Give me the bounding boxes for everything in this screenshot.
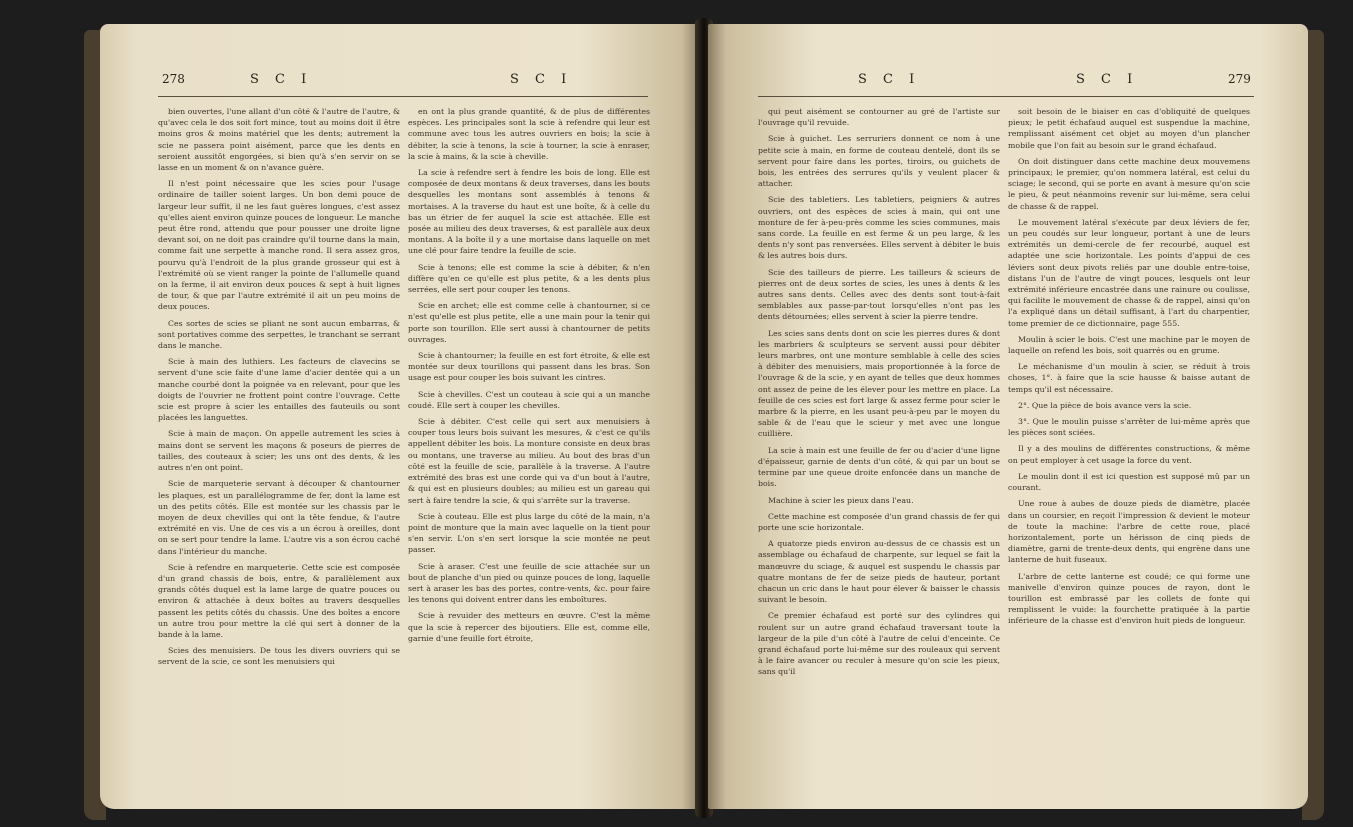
paragraph: 2°. Que la pièce de bois avance vers la scie. — [1018, 400, 1192, 410]
header-rule-left — [158, 96, 648, 97]
paragraph: Scie à guichet. Les serruriers donnent ce nom à une petite scie à main, en forme de couteau dentelé, dont ils se servent pour faire dans les portes, tiroirs, ou guichets de bois, les entrées des serrures qu'ils y veulent placer & attacher. — [758, 134, 1000, 189]
paragraph: Scie des tailleurs de pierre. Les tailleurs & scieurs de pierres ont de deux sortes de scies, les unes à dents & les autres sans dents. Celles avec des dents sont tout-à-fait semblables aux passe-par-tout lorsqu'elles n'ont pas les dents détournées; elles servent à scier la pierre tendre. — [758, 267, 1000, 322]
header-rule-right — [758, 96, 1254, 97]
paragraph: Le mouvement latéral s'exécute par deux léviers de fer, un peu coudés sur leur longueur, portant à une de leurs extrémités un demi-cercle de fer recourbé, auquel est adaptée une scie horizontale. Les points d'appui de ces léviers sont deux pivots reliés par une double entre-toise, distans l'un de l'autre de vingt pouces, lesquels ont leur extrémité inférieure encastrée dans une rainure ou coulisse, qui facilite le mouvement de chasse & de rappel, ainsi qu'on l'a expliqué dans un détail suffisant, à l'art du charpentier, tome premier de ce dictionnaire, page 555. — [1008, 217, 1250, 328]
page-number-left: 278 — [162, 72, 185, 86]
paragraph: Scie à revuider des metteurs en œuvre. C'est la même que la scie à repercer des bijoutiers. Elle est, comme elle, garnie d'une feuille fort étroite, — [408, 611, 650, 643]
left-column-2 — [408, 106, 650, 649]
paragraph: soit besoin de le biaiser en cas d'obliquité de quelques pieux; le petit échafaud auquel est suspendue la machine, remplissant aisément cet objet au moyen d'un plancher mobile que l'on fait au besoin sur le grand échafaud. — [1008, 107, 1250, 150]
paragraph: Il y a des moulins de différentes constructions, & même on peut employer à cet usage la force du vent. — [1008, 444, 1250, 465]
paragraph: Scie à refendre en marqueterie. Cette scie est composée d'un grand chassis de bois, entre, & parallèlement aux grands côtés duquel est la lame large de quatre pouces ou environ & attachée à deux boîtes au travers desquelles passent les petits côtés du chassis. Une des boîtes a encore un autre trou pour mettre la clé qui sert à donner de la bande à la lame. — [158, 562, 400, 639]
paragraph: La scie à refendre sert à fendre les bois de long. Elle est composée de deux montans & deux traverses, dans les bouts desquelles les montans sont assemblés à tenons & mortaises. A la traverse du haut est une boîte, & à celle du bas un étrier de fer auquel la scie est attachée. Elle est posée au milieu des deux traverses, & est parallèle aux deux montans. A la boîte il y a une mortaise dans laquelle on met une clé pour faire tendre la feuille de scie. — [408, 168, 650, 256]
paragraph: Le méchanisme d'un moulin à scier, se réduit à trois choses, 1°. à faire que la scie hausse & baisse autant de temps qu'il est nécessaire. — [1008, 362, 1250, 394]
paragraph: en ont la plus grande quantité, & de plus de différentes espèces. Les principales sont la scie à refendre qui leur est commune avec tous les autres ouvriers en bois; la scie à débiter, la scie à tenons, la scie à tourner, la scie à enraser, la scie à mains, & la scie à cheville. — [408, 107, 650, 161]
right-page — [708, 24, 1308, 809]
paragraph: L'arbre de cette lanterne est coudé; ce qui forme une manivelle d'environ quinze pouces de rayon, dont le tourillon est embrassé par les collets de fonte qui remplissent le vuide: la fourchette pratiquée à la partie inférieure de la chasse est d'environ huit pieds de longueur. — [1008, 571, 1250, 626]
page-number-right: 279 — [1228, 72, 1251, 86]
paragraph: qui peut aisément se contourner au gré de l'artiste sur l'ouvrage qu'il revuide. — [758, 107, 1000, 128]
running-head-left-col2: S C I — [510, 72, 573, 87]
paragraph: Ces sortes de scies se pliant ne sont aucun embarras, & sont portatives comme des serpettes, le tranchant se serrant dans le manche. — [158, 318, 400, 351]
paragraph: Scie de marqueterie servant à découper & chantourner les plaques, est un parallélogramme de fer, dont la lame est un des petits côtés. Elle est montée sur les chassis par le moyen de deux chevilles qui ont la tête fendue, & l'autre extrémité en vis. Une de ces vis a un écrou à oreilles, dont on se sert pour tendre la lame. L'autre vis a son écrou caché dans l'intérieur du manche. — [158, 479, 400, 556]
paragraph: Une roue à aubes de douze pieds de diamètre, placée dans un coursier, en reçoit l'impression & devient le moteur de toute la machine: l'arbre de cette roue, placé horizontalement, porte un hérisson de cinq pieds de diamètre, garni de trente-deux dents, qui engrène dans une lanterne de huit fuseaux. — [1008, 499, 1250, 565]
paragraph: Scie à tenons; elle est comme la scie à débiter, & n'en diffère qu'en ce qu'elle est plus petite, & a les dents plus serrées, elle sert pour couper les tenons. — [408, 262, 650, 295]
left-page — [100, 24, 700, 809]
paragraph: La scie à main est une feuille de fer ou d'acier d'une ligne d'épaisseur, garnie de dents d'un côté, & qui par un bout se termine par une queue droite enfoncée dans un manche de bois. — [758, 445, 1000, 489]
open-book — [40, 4, 1325, 824]
paragraph: Ce premier échafaud est porté sur des cylindres qui roulent sur un autre grand échafaud traversant toute la largeur de la pile d'un côté à l'autre de celui d'enceinte. Ce grand échafaud porte lui-même sur des rouleaux qui servent à le faire avancer ou reculer à mesure qu'on scie les pieux, sans qu'il — [758, 611, 1000, 677]
paragraph: Scie à main de maçon. On appelle autrement les scies à mains dont se servent les maçons & poseurs de pierres de tailles, des couteaux à scier; les uns ont des dents, & les autres n'en ont point. — [158, 429, 400, 473]
left-column-1 — [158, 106, 400, 673]
paragraph: On doit distinguer dans cette machine deux mouvemens principaux; le premier, qu'on nommera latéral, est celui du sciage; le second, qui se porte en avant à mesure qu'on scie le pieu, & peut néanmoins revenir sur lui-même, sera celui de chasse & de rappel. — [1008, 156, 1250, 211]
right-column-1 — [758, 106, 1000, 683]
right-column-2 — [1008, 106, 1250, 632]
paragraph: Scies des menuisiers. De tous les divers ouvriers qui se servent de la scie, ce sont les menuisiers qui — [158, 646, 400, 667]
right-page-header — [708, 72, 1308, 98]
paragraph: Scie à chantourner; la feuille en est fort étroite, & elle est montée sur deux tourillons qui passent dans les bras. Son usage est pour couper les bois suivant les cintres. — [408, 351, 650, 383]
paragraph: Scie des tabletiers. Les tabletiers, peigniers & autres ouvriers, ont des espèces de scies à main, qui ont une monture de fer à-peu-près comme les scies communes, mais sans corde. La feuille en est ferme & un peu large, & les dents n'y sont pas renversées. Elles servent à débiter le buis & les autres bois durs. — [758, 195, 1000, 261]
paragraph: Le moulin dont il est ici question est supposé mû par un courant. — [1008, 471, 1250, 493]
paragraph: Moulin à scier le bois. C'est une machine par le moyen de laquelle on refend les bois, soit quarrés ou en grume. — [1008, 334, 1250, 356]
paragraph: bien ouvertes, l'une allant d'un côté & l'autre de l'autre, & qu'avec cela le dos soit fort mince, tout au moins doit il être moins gros & moins matériel que les dents; autrement la scie ne passera point aisément, parce que les dents en seroient aussitôt engorgées, si bien qu'à s'en servir on se lasse en un moment & on n'avance guère. — [158, 107, 400, 173]
paragraph: 3°. Que le moulin puisse s'arrêter de lui-même après que les pièces sont sciées. — [1008, 417, 1250, 438]
running-head-right-col1: S C I — [858, 72, 921, 87]
paragraph: Scie à araser. C'est une feuille de scie attachée sur un bout de planche d'un pied ou quinze pouces de long, laquelle sert à araser les bas des portes, contre-vents, &c. pour faire les tenons qui doivent entrer dans les emboîtures. — [408, 561, 650, 605]
paragraph: Scie à chevilles. C'est un couteau à scie qui a un manche coudé. Elle sert à couper les chevilles. — [408, 389, 650, 410]
paragraph: Scie à main des luthiers. Les facteurs de clavecins se servent d'une scie faite d'une lame d'acier dentée qui a un manche courbé dont la poignée va en relevant, pour que les doigts de l'ouvrier ne frottent point contre l'ouvrage. Cette scie est propre à scier les entailles des fauteuils ou sont placées les languettes. — [158, 357, 400, 423]
paragraph: Cette machine est composée d'un grand chassis de fer qui porte une scie horizontale. — [758, 511, 1000, 532]
paragraph: Il n'est point nécessaire que les scies pour l'usage ordinaire de tailler soient larges. Un bon demi pouce de largeur leur suffit, il ne les faut guères longues, c'est assez qu'elles aient environ quinze pouces de longueur. Le manche peut être rond, attendu que pour pousser une droite ligne devant soi, on ne doit pas craindre qu'il tourne dans la main, comme fait une serpette à manche rond. Il sera assez gros, pourvu qu'à l'endroit de la plus grande grosseur qui est à l'extrémité où se vient ranger la pointe de l'allumelle quand on la ferme, il ait environ deux pouces & sept à huit lignes de tour, & que par l'autre extrémité il ait un peu moins de deux pouces. — [158, 179, 400, 312]
running-head-right-col2: S C I — [1076, 72, 1139, 87]
paragraph: Scie en archet; elle est comme celle à chantourner, si ce n'est qu'elle est plus petite, elle a une main pour la tenir qui porte son tourillon. Elle sert aussi à chantourner de petits ouvrages. — [408, 301, 650, 344]
paragraph: A quatorze pieds environ au-dessus de ce chassis est un assemblage ou échafaud de charpente, sur lequel se fait la manœuvre du sciage, & auquel est suspendu le chassis par quatre montans de fer de seize pieds de hauteur, portant chacun un cric dans le haut pour élever & baisser le chassis suivant le besoin. — [758, 539, 1000, 605]
left-page-header — [100, 72, 700, 98]
paragraph: Scie à couteau. Elle est plus large du côté de la main, n'a point de monture que la main avec laquelle on la tient pour s'en servir. L'on s'en sert lorsque la scie montée ne peut passer. — [408, 511, 650, 555]
paragraph: Les scies sans dents dont on scie les pierres dures & dont les marbriers & sculpteurs se servent aussi pour débiter leurs marbres, ont une monture semblable à celle des scies à débiter des menuisiers, mais proportionnée à la force de l'ouvrage & de la scie, y en ayant de telles que deux hommes ont assez de peine de les élever pour les mettre en place. La feuille de ces scies est fort large & assez ferme pour scier le marbre & la pierre, en les usant peu-à-peu par le moyen du sable & de l'eau que le scieur y met avec une longue cuillière. — [758, 328, 1000, 439]
running-head-left-col1: S C I — [250, 72, 313, 87]
paragraph: Scie à débiter. C'est celle qui sert aux menuisiers à couper tous leurs bois suivant les mesures, & c'est ce qu'ils appellent débiter les bois. La monture consiste en deux bras ou montans, une traverse au milieu. Au bout des bras d'un côté est la feuille de scie, parallèle à la traverse. A l'autre extrémité des bras est une corde qui va d'un bout à l'autre, & qui est en plusieurs doubles; au milieu est un gareau qui sert à faire tendre la scie, & qui s'arrête sur la traverse. — [408, 417, 650, 505]
paragraph: Machine à scier les pieux dans l'eau. — [768, 495, 914, 505]
